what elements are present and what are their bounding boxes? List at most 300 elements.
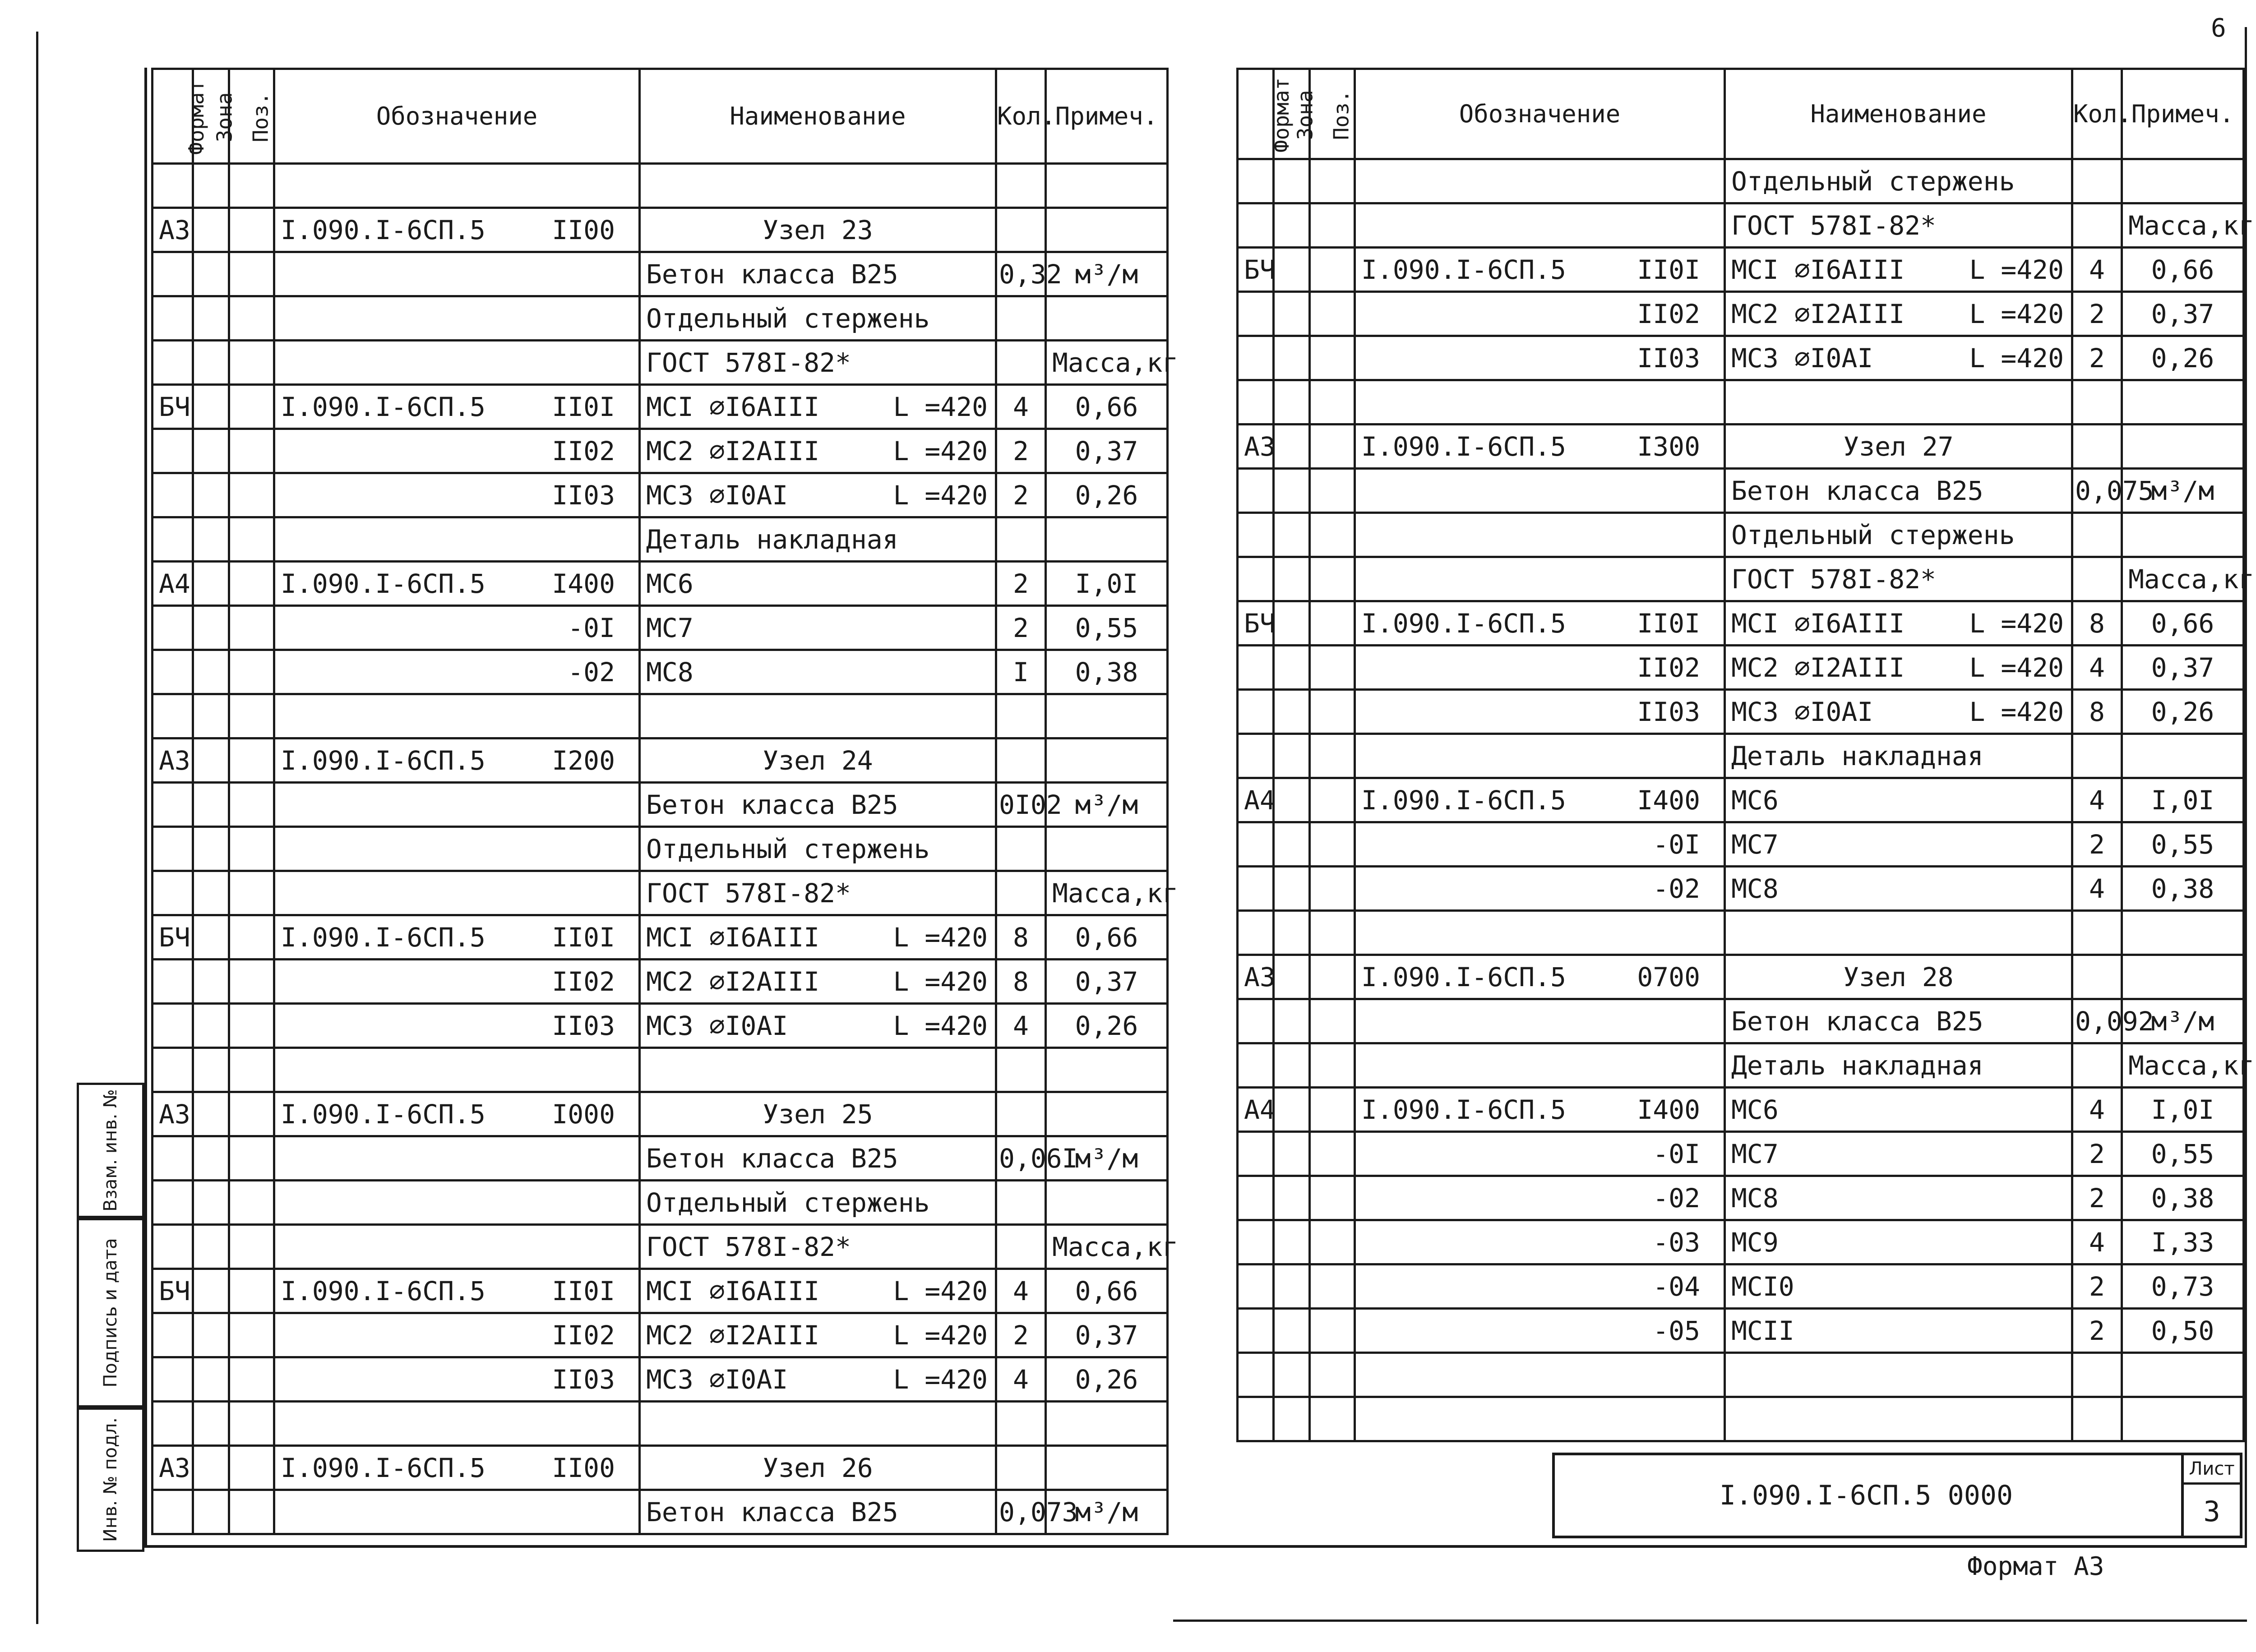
item-name: ГОСТ 578I-82* xyxy=(646,1231,851,1262)
note-cell xyxy=(1046,1092,1168,1136)
col-header-name: Наименование xyxy=(1725,69,2072,159)
frame-bottom-border xyxy=(144,1545,2247,1548)
table-row xyxy=(153,1048,1168,1092)
designation-suffix: II02 xyxy=(552,966,615,997)
designation-cell xyxy=(274,164,640,208)
qty-cell: 0,32 xyxy=(996,252,1046,296)
format-cell xyxy=(1238,1264,1274,1309)
zone-cell xyxy=(193,562,229,606)
note-cell xyxy=(1046,1181,1168,1225)
note-cell: Масса,кг xyxy=(1046,871,1168,915)
pos-cell xyxy=(229,164,274,208)
note-cell: 0,26 xyxy=(2122,690,2244,734)
zone-cell xyxy=(193,252,229,296)
table-row xyxy=(153,1313,1168,1357)
zone-cell xyxy=(193,208,229,252)
zone-cell xyxy=(193,1313,229,1357)
designation-cell xyxy=(1355,734,1725,778)
qty-cell xyxy=(2072,1043,2122,1088)
designation-suffix: I400 xyxy=(1637,1094,1700,1125)
designation-cell xyxy=(1355,955,1725,999)
note-cell xyxy=(2122,911,2244,955)
table-row xyxy=(1238,380,2244,425)
name-cell xyxy=(1725,513,2072,557)
note-cell xyxy=(1046,694,1168,738)
table-row xyxy=(1238,159,2244,203)
item-name: МС2 ⌀I2АIII xyxy=(646,966,820,997)
page-number: 6 xyxy=(2211,14,2226,43)
designation-cell xyxy=(274,1092,640,1136)
format-cell xyxy=(1238,557,1274,601)
note-cell: 0,26 xyxy=(1046,473,1168,517)
qty-cell: 4 xyxy=(996,1357,1046,1402)
item-name: МС6 xyxy=(646,568,693,599)
note-cell: Масса,кг xyxy=(1046,1225,1168,1269)
format-cell: БЧ xyxy=(1238,601,1274,646)
name-cell xyxy=(1725,1397,2072,1441)
format-cell xyxy=(153,606,193,650)
name-cell xyxy=(1725,690,2072,734)
designation-cell xyxy=(274,208,640,252)
note-cell: 0,26 xyxy=(1046,1004,1168,1048)
item-length: L =420 xyxy=(893,1320,988,1351)
format-cell xyxy=(1238,1353,1274,1397)
item-name: МС2 ⌀I2АIII xyxy=(646,435,820,466)
item-length: L =420 xyxy=(893,480,988,511)
table-row xyxy=(1238,425,2244,469)
item-name: Узел 26 xyxy=(763,1452,873,1483)
zone-cell xyxy=(193,1136,229,1181)
name-cell xyxy=(1725,1264,2072,1309)
sheet-label: Лист xyxy=(2184,1455,2240,1485)
designation-cell xyxy=(1355,469,1725,513)
designation-code: I.090.I-6СП.5 xyxy=(1361,961,1566,992)
designation-cell xyxy=(1355,911,1725,955)
qty-cell: 2 xyxy=(2072,1132,2122,1176)
qty-cell: 0I02 xyxy=(996,783,1046,827)
qty-cell: 4 xyxy=(2072,867,2122,911)
qty-cell: 4 xyxy=(2072,248,2122,292)
item-name: МС2 ⌀I2АIII xyxy=(1731,298,1905,329)
zone-cell xyxy=(193,1092,229,1136)
item-length: L =420 xyxy=(893,966,988,997)
designation-cell xyxy=(1355,159,1725,203)
format-cell xyxy=(153,827,193,871)
item-name: МСI ⌀I6АIII xyxy=(646,391,820,422)
name-cell xyxy=(640,738,996,783)
qty-cell xyxy=(996,871,1046,915)
designation-cell xyxy=(274,517,640,562)
note-cell: 0,66 xyxy=(1046,915,1168,960)
item-length: L =420 xyxy=(893,435,988,466)
name-cell xyxy=(640,694,996,738)
designation-code: I.090.I-6СП.5 xyxy=(281,568,485,599)
designation-cell xyxy=(1355,1397,1725,1441)
item-length: L =420 xyxy=(893,1275,988,1306)
designation-suffix: -0I xyxy=(568,612,615,643)
format-cell: А3 xyxy=(1238,955,1274,999)
col-header-qty: Кол. xyxy=(996,69,1046,164)
note-cell: I,33 xyxy=(2122,1220,2244,1264)
zone-cell xyxy=(1274,469,1310,513)
item-name: Бетон класса В25 xyxy=(1731,475,1983,506)
pos-cell xyxy=(229,1136,274,1181)
format-cell: А3 xyxy=(153,208,193,252)
designation-cell xyxy=(274,473,640,517)
name-cell xyxy=(640,827,996,871)
frame-right-border xyxy=(2245,27,2247,1547)
note-cell: 0,37 xyxy=(1046,1313,1168,1357)
note-cell xyxy=(1046,164,1168,208)
item-name: МСI ⌀I6АIII xyxy=(646,922,820,953)
format-cell: БЧ xyxy=(153,385,193,429)
col-header-designation: Обозначение xyxy=(274,69,640,164)
zone-cell xyxy=(1274,1353,1310,1397)
designation-code: I.090.I-6СП.5 xyxy=(1361,1094,1566,1125)
designation-suffix: I200 xyxy=(552,745,615,776)
zone-cell xyxy=(1274,1088,1310,1132)
note-cell: I,0I xyxy=(2122,1088,2244,1132)
designation-code: I.090.I-6СП.5 xyxy=(281,922,485,953)
note-cell: 0,73 xyxy=(2122,1264,2244,1309)
designation-suffix: -0I xyxy=(1653,829,1700,860)
designation-cell xyxy=(274,1446,640,1490)
table-row xyxy=(153,252,1168,296)
zone-cell xyxy=(193,1181,229,1225)
item-name: ГОСТ 578I-82* xyxy=(1731,563,1936,595)
qty-cell xyxy=(996,1048,1046,1092)
item-length: L =420 xyxy=(893,1364,988,1395)
item-name: МС6 xyxy=(1731,784,1779,816)
zone-cell xyxy=(1274,248,1310,292)
title-block xyxy=(1552,1453,2242,1538)
name-cell xyxy=(1725,778,2072,822)
pos-cell xyxy=(229,341,274,385)
item-name: МСII xyxy=(1731,1315,1794,1346)
format-cell xyxy=(1238,911,1274,955)
table-row xyxy=(1238,248,2244,292)
designation-suffix: -04 xyxy=(1653,1271,1700,1302)
designation-code: I.090.I-6СП.5 xyxy=(281,1275,485,1306)
qty-cell xyxy=(996,517,1046,562)
pos-cell xyxy=(1310,1176,1355,1220)
table-row xyxy=(1238,646,2244,690)
designation-cell xyxy=(274,827,640,871)
pos-cell xyxy=(1310,469,1355,513)
item-name: МС7 xyxy=(1731,829,1779,860)
qty-cell: 4 xyxy=(996,385,1046,429)
table-row xyxy=(153,1357,1168,1402)
designation-suffix: I300 xyxy=(1637,431,1700,462)
name-cell xyxy=(1725,646,2072,690)
designation-cell xyxy=(274,296,640,341)
qty-cell: 2 xyxy=(2072,1309,2122,1353)
item-name: ГОСТ 578I-82* xyxy=(646,877,851,909)
name-cell xyxy=(640,429,996,473)
format-cell xyxy=(1238,1220,1274,1264)
col-header-zone: Зона xyxy=(1274,69,1310,159)
format-cell xyxy=(153,429,193,473)
item-name: Бетон класса В25 xyxy=(646,1496,898,1527)
zone-cell xyxy=(193,1048,229,1092)
designation-cell xyxy=(1355,1176,1725,1220)
format-cell: БЧ xyxy=(1238,248,1274,292)
name-cell xyxy=(640,1092,996,1136)
note-cell xyxy=(1046,1048,1168,1092)
name-cell xyxy=(1725,822,2072,867)
designation-code: I.090.I-6СП.5 xyxy=(1361,608,1566,639)
format-cell xyxy=(153,296,193,341)
col-header-pos: Поз. xyxy=(229,69,274,164)
designation-cell xyxy=(1355,999,1725,1043)
zone-cell xyxy=(193,915,229,960)
format-cell: А4 xyxy=(153,562,193,606)
qty-cell xyxy=(2072,911,2122,955)
table-row xyxy=(153,1446,1168,1490)
side-stamp-replace-inv-label: Взам. инв. № xyxy=(100,1089,121,1212)
item-name: Узел 28 xyxy=(1843,961,1954,992)
specification-body-left xyxy=(153,164,1179,1534)
zone-cell xyxy=(193,738,229,783)
item-length: L =420 xyxy=(893,922,988,953)
item-length: L =420 xyxy=(1969,298,2064,329)
pos-cell xyxy=(229,827,274,871)
format-cell xyxy=(1238,1176,1274,1220)
name-cell xyxy=(1725,734,2072,778)
designation-cell xyxy=(1355,248,1725,292)
name-cell xyxy=(640,606,996,650)
zone-cell xyxy=(1274,955,1310,999)
table-row xyxy=(153,694,1168,738)
designation-cell xyxy=(1355,292,1725,336)
qty-cell xyxy=(996,208,1046,252)
name-cell xyxy=(640,1048,996,1092)
qty-cell: 2 xyxy=(996,429,1046,473)
col-header-qty: Кол. xyxy=(2072,69,2122,159)
format-cell xyxy=(1238,999,1274,1043)
qty-cell xyxy=(2072,1397,2122,1441)
zone-cell xyxy=(1274,1176,1310,1220)
designation-cell xyxy=(274,429,640,473)
pos-cell xyxy=(229,960,274,1004)
item-name: МС3 ⌀I0АI xyxy=(646,1364,788,1395)
format-cell xyxy=(153,1402,193,1446)
qty-cell xyxy=(996,164,1046,208)
designation-code: I.090.I-6СП.5 xyxy=(1361,784,1566,816)
designation-suffix: II02 xyxy=(552,435,615,466)
qty-cell: 2 xyxy=(2072,822,2122,867)
item-name: Узел 25 xyxy=(763,1098,873,1130)
note-cell xyxy=(2122,955,2244,999)
col-header-format: Формат xyxy=(1238,69,1274,159)
format-cell xyxy=(153,1313,193,1357)
designation-cell xyxy=(274,783,640,827)
designation-cell xyxy=(274,1004,640,1048)
pos-cell xyxy=(229,1092,274,1136)
qty-cell: 0,073 xyxy=(996,1490,1046,1534)
item-name: МСI ⌀I6АIII xyxy=(646,1275,820,1306)
format-cell: А3 xyxy=(153,738,193,783)
item-name: МС8 xyxy=(1731,1182,1779,1214)
designation-cell xyxy=(1355,425,1725,469)
qty-cell: 4 xyxy=(996,1269,1046,1313)
table-row xyxy=(153,562,1168,606)
table-row xyxy=(153,164,1168,208)
note-cell xyxy=(1046,517,1168,562)
note-cell xyxy=(1046,827,1168,871)
pos-cell xyxy=(1310,159,1355,203)
table-row xyxy=(1238,1264,2244,1309)
qty-cell: 2 xyxy=(996,606,1046,650)
qty-cell xyxy=(2072,425,2122,469)
format-cell xyxy=(153,1357,193,1402)
format-cell xyxy=(1238,292,1274,336)
format-cell xyxy=(1238,1309,1274,1353)
designation-cell xyxy=(274,1181,640,1225)
zone-cell xyxy=(1274,646,1310,690)
zone-cell xyxy=(1274,1309,1310,1353)
item-length: L =420 xyxy=(1969,608,2064,639)
item-length: L =420 xyxy=(893,1010,988,1041)
table-row xyxy=(153,1269,1168,1313)
zone-cell xyxy=(1274,1397,1310,1441)
item-name: МС2 ⌀I2АIII xyxy=(1731,652,1905,683)
designation-suffix: II0I xyxy=(1637,608,1700,639)
format-cell xyxy=(153,694,193,738)
name-cell xyxy=(640,562,996,606)
designation-suffix: II00 xyxy=(552,214,615,245)
note-cell xyxy=(1046,738,1168,783)
note-cell: м³/м xyxy=(1046,783,1168,827)
item-name: ГОСТ 578I-82* xyxy=(1731,210,1936,241)
zone-cell xyxy=(1274,513,1310,557)
note-cell: Масса,кг xyxy=(1046,341,1168,385)
col-header-designation: Обозначение xyxy=(1355,69,1725,159)
note-cell xyxy=(2122,159,2244,203)
qty-cell: 2 xyxy=(996,473,1046,517)
qty-cell xyxy=(2072,513,2122,557)
table-row xyxy=(1238,1397,2244,1441)
note-cell: 0,66 xyxy=(1046,1269,1168,1313)
pos-cell xyxy=(1310,646,1355,690)
designation-cell xyxy=(1355,867,1725,911)
name-cell xyxy=(1725,292,2072,336)
note-cell: 0,26 xyxy=(2122,336,2244,380)
qty-cell xyxy=(996,827,1046,871)
side-stamp-replace-inv xyxy=(77,1083,144,1218)
zone-cell xyxy=(193,1357,229,1402)
zone-cell xyxy=(1274,292,1310,336)
designation-suffix: II03 xyxy=(552,480,615,511)
zone-cell xyxy=(1274,557,1310,601)
table-row xyxy=(153,517,1168,562)
item-name: МС7 xyxy=(1731,1138,1779,1169)
pos-cell xyxy=(1310,867,1355,911)
name-cell xyxy=(640,1225,996,1269)
note-cell: 0,37 xyxy=(1046,960,1168,1004)
table-row xyxy=(153,385,1168,429)
zone-cell xyxy=(193,296,229,341)
table-row xyxy=(153,1225,1168,1269)
table-row xyxy=(153,473,1168,517)
pos-cell xyxy=(1310,1397,1355,1441)
qty-cell xyxy=(996,341,1046,385)
pos-cell xyxy=(229,296,274,341)
specification-table-right xyxy=(1236,68,2255,1442)
format-cell xyxy=(1238,734,1274,778)
note-cell xyxy=(2122,513,2244,557)
designation-suffix: II03 xyxy=(552,1364,615,1395)
designation-code: I.090.I-6СП.5 xyxy=(281,1452,485,1483)
format-cell xyxy=(1238,690,1274,734)
pos-cell xyxy=(1310,1132,1355,1176)
designation-code: I.090.I-6СП.5 xyxy=(281,1098,485,1130)
name-cell xyxy=(1725,955,2072,999)
qty-cell: 8 xyxy=(996,960,1046,1004)
designation-code: I.090.I-6СП.5 xyxy=(1361,431,1566,462)
table-row xyxy=(1238,469,2244,513)
note-cell: 0,38 xyxy=(1046,650,1168,694)
table-row xyxy=(1238,513,2244,557)
table-row xyxy=(1238,955,2244,999)
pos-cell xyxy=(1310,1088,1355,1132)
pos-cell xyxy=(1310,911,1355,955)
format-cell xyxy=(1238,1043,1274,1088)
format-cell xyxy=(153,164,193,208)
designation-cell xyxy=(274,1048,640,1092)
table-row xyxy=(1238,1353,2244,1397)
format-cell xyxy=(1238,822,1274,867)
qty-cell xyxy=(996,694,1046,738)
zone-cell xyxy=(193,429,229,473)
format-cell xyxy=(153,1136,193,1181)
item-name: МС9 xyxy=(1731,1227,1779,1258)
pos-cell xyxy=(229,606,274,650)
table-row xyxy=(1238,1220,2244,1264)
table-row xyxy=(153,606,1168,650)
designation-cell xyxy=(1355,646,1725,690)
designation-suffix: I400 xyxy=(552,568,615,599)
table-row xyxy=(153,650,1168,694)
item-name: Отдельный стержень xyxy=(1731,166,2015,197)
zone-cell xyxy=(193,164,229,208)
table-row xyxy=(153,915,1168,960)
table-row xyxy=(1238,911,2244,955)
note-cell: 0,37 xyxy=(1046,429,1168,473)
designation-code: I.090.I-6СП.5 xyxy=(281,214,485,245)
designation-suffix: II02 xyxy=(552,1320,615,1351)
pos-cell xyxy=(1310,292,1355,336)
pos-cell xyxy=(1310,336,1355,380)
designation-suffix: -0I xyxy=(1653,1138,1700,1169)
note-cell xyxy=(1046,296,1168,341)
item-name: Узел 27 xyxy=(1843,431,1954,462)
qty-cell xyxy=(2072,159,2122,203)
note-cell: 0,37 xyxy=(2122,646,2244,690)
format-cell xyxy=(1238,513,1274,557)
item-name: МСI ⌀I6АIII xyxy=(1731,608,1905,639)
pos-cell xyxy=(229,1269,274,1313)
name-cell xyxy=(640,473,996,517)
item-name: ГОСТ 578I-82* xyxy=(646,347,851,378)
format-cell xyxy=(1238,1397,1274,1441)
designation-cell xyxy=(1355,513,1725,557)
zone-cell xyxy=(193,473,229,517)
pos-cell xyxy=(229,694,274,738)
name-cell xyxy=(640,915,996,960)
qty-cell: I xyxy=(996,650,1046,694)
zone-cell xyxy=(193,606,229,650)
